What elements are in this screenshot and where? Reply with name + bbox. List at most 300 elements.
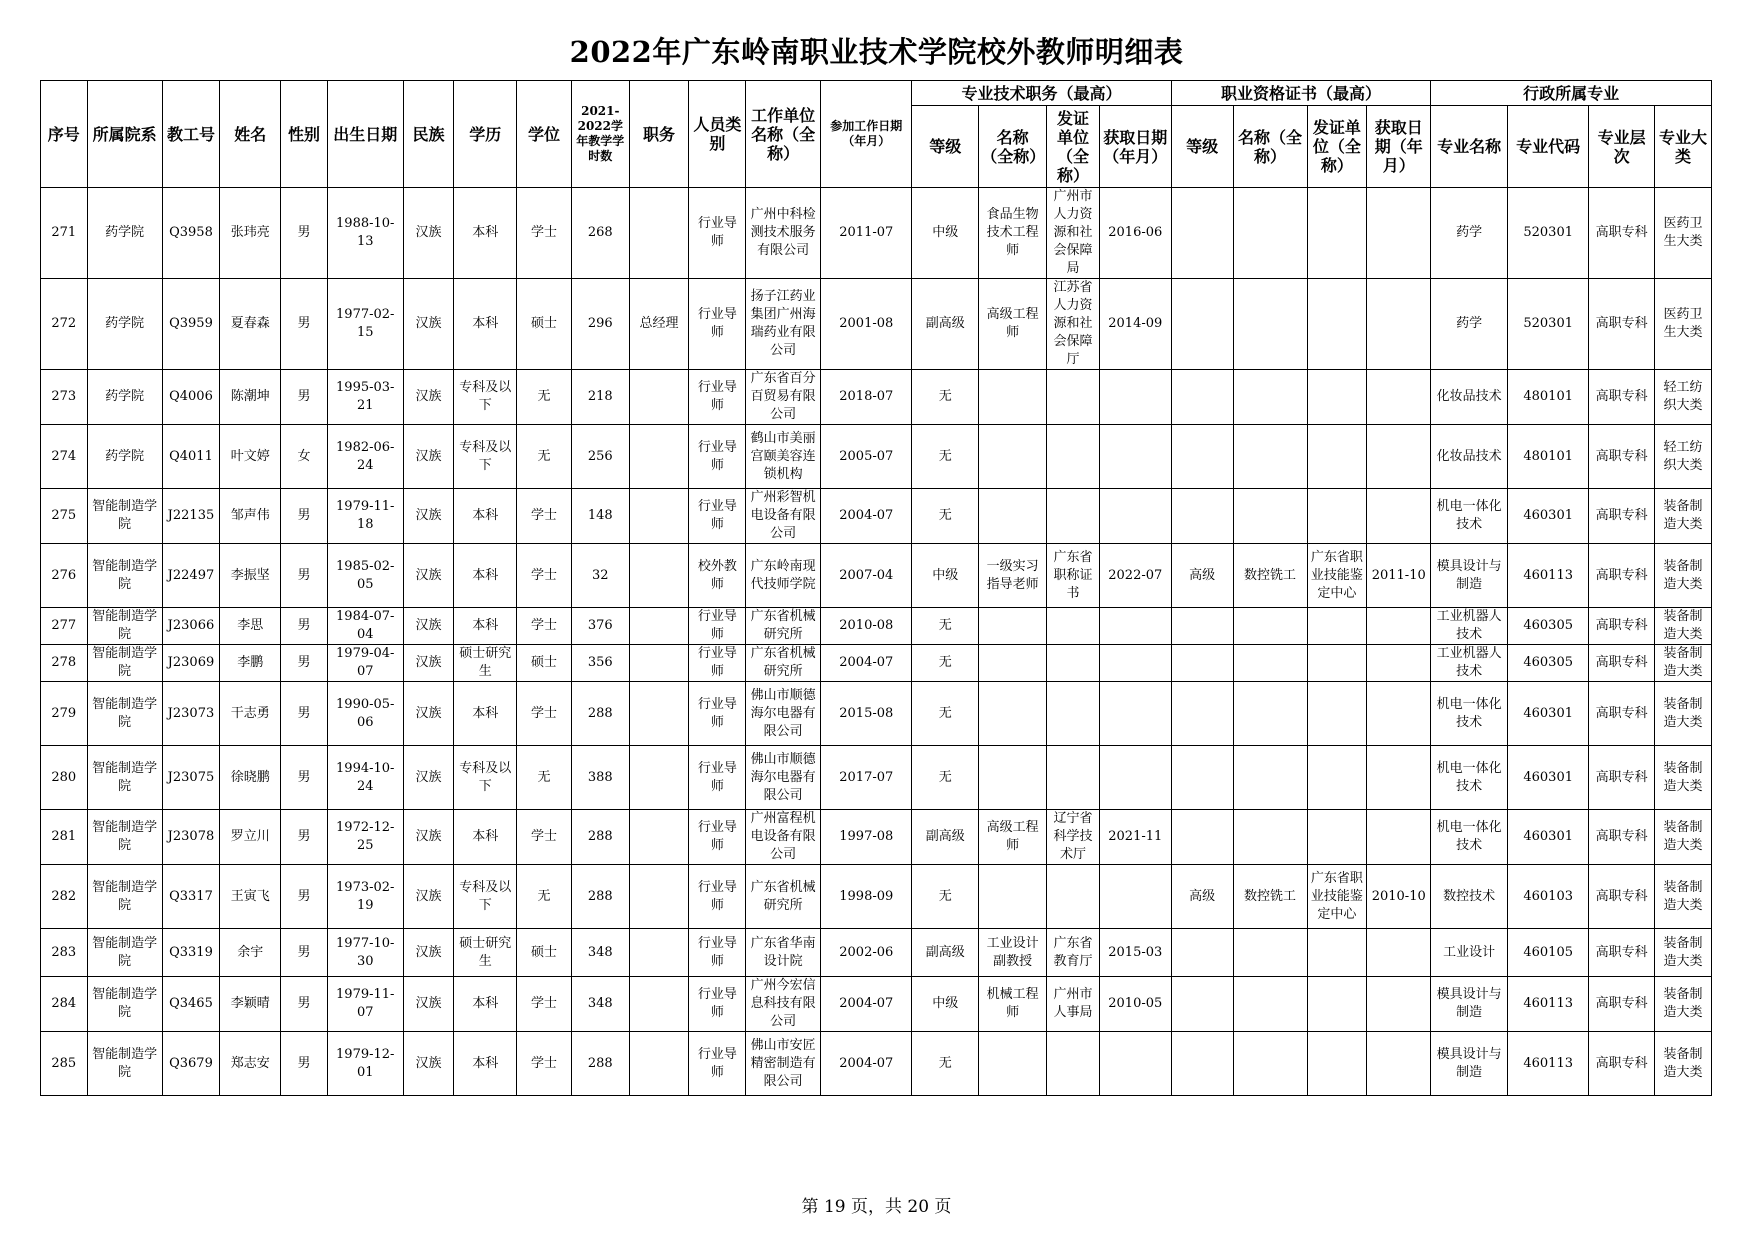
cell-degree: 学士 xyxy=(517,188,572,279)
cell-gender: 男 xyxy=(281,489,328,544)
cell-tech-level: 无 xyxy=(912,682,979,746)
cell-staff-type: 行业导师 xyxy=(689,865,746,929)
cell-ethnic: 汉族 xyxy=(403,370,454,425)
cell-tech-level: 中级 xyxy=(912,544,979,608)
cell-tech-name xyxy=(979,645,1047,682)
cell-cert-name xyxy=(1233,645,1307,682)
table-row xyxy=(41,489,1712,544)
cell-education: 本科 xyxy=(454,810,517,865)
cell-name: 干志勇 xyxy=(220,682,281,746)
cell-cert-level xyxy=(1171,645,1233,682)
header-group-tech-title: 专业技术职务（最高） xyxy=(912,81,1171,106)
cell-major-code: 460301 xyxy=(1508,489,1589,544)
cell-education: 专科及以下 xyxy=(454,425,517,489)
header-cert-date: 获取日期（年月） xyxy=(1367,106,1431,188)
cell-education: 本科 xyxy=(454,188,517,279)
cell-tech-date xyxy=(1099,370,1171,425)
cell-tech-level: 中级 xyxy=(912,188,979,279)
cell-cert-date: 2011-10 xyxy=(1367,544,1431,608)
cell-cert-level xyxy=(1171,489,1233,544)
cell-seq: 273 xyxy=(41,370,88,425)
cell-start-date: 2004-07 xyxy=(821,1032,912,1096)
cell-name: 李颖晴 xyxy=(220,977,281,1032)
header-tech-date: 获取日期（年月） xyxy=(1099,106,1171,188)
cell-birth: 1994-10-24 xyxy=(327,746,403,810)
cell-major-category: 装备制造大类 xyxy=(1655,645,1712,682)
cell-unit: 鹤山市美丽宫颐美容连锁机构 xyxy=(746,425,821,489)
cell-degree: 无 xyxy=(517,865,572,929)
cell-staff-id: Q3465 xyxy=(162,977,220,1032)
cell-hours: 268 xyxy=(571,188,629,279)
cell-birth: 1988-10-13 xyxy=(327,188,403,279)
cell-cert-date: 2010-10 xyxy=(1367,865,1431,929)
cell-unit: 广东岭南现代技师学院 xyxy=(746,544,821,608)
cell-name: 罗立川 xyxy=(220,810,281,865)
cell-dept: 智能制造学院 xyxy=(87,489,162,544)
header-staff-type: 人员类别 xyxy=(689,81,746,188)
cell-major-code: 480101 xyxy=(1508,370,1589,425)
cell-start-date: 2010-08 xyxy=(821,608,912,645)
cell-major-code: 460113 xyxy=(1508,1032,1589,1096)
cell-hours: 388 xyxy=(571,746,629,810)
cell-gender: 男 xyxy=(281,608,328,645)
cell-cert-date xyxy=(1367,1032,1431,1096)
cell-major-code: 460105 xyxy=(1508,929,1589,977)
cell-tech-date xyxy=(1099,865,1171,929)
cell-degree: 硕士 xyxy=(517,929,572,977)
cell-degree: 硕士 xyxy=(517,645,572,682)
cell-tech-name: 一级实习指导老师 xyxy=(979,544,1047,608)
header-start-date: 参加工作日期（年月） xyxy=(821,81,912,188)
header-group-certificate: 职业资格证书（最高） xyxy=(1171,81,1430,106)
cell-ethnic: 汉族 xyxy=(403,929,454,977)
cell-unit: 广州富程机电设备有限公司 xyxy=(746,810,821,865)
header-staff-id: 教工号 xyxy=(162,81,220,188)
cell-staff-type: 行业导师 xyxy=(689,279,746,370)
cell-major-category: 装备制造大类 xyxy=(1655,977,1712,1032)
cell-education: 硕士研究生 xyxy=(454,645,517,682)
cell-education: 专科及以下 xyxy=(454,370,517,425)
cell-seq: 275 xyxy=(41,489,88,544)
cell-hours: 32 xyxy=(571,544,629,608)
cell-gender: 女 xyxy=(281,425,328,489)
cell-major-level: 高职专科 xyxy=(1589,608,1655,645)
cell-cert-level xyxy=(1171,370,1233,425)
cell-staff-type: 行业导师 xyxy=(689,977,746,1032)
cell-unit: 扬子江药业集团广州海瑞药业有限公司 xyxy=(746,279,821,370)
cell-dept: 药学院 xyxy=(87,425,162,489)
cell-start-date: 2002-06 xyxy=(821,929,912,977)
cell-degree: 学士 xyxy=(517,977,572,1032)
cell-education: 本科 xyxy=(454,608,517,645)
cell-tech-name xyxy=(979,489,1047,544)
cell-ethnic: 汉族 xyxy=(403,746,454,810)
cell-major-level: 高职专科 xyxy=(1589,489,1655,544)
cell-staff-type: 行业导师 xyxy=(689,746,746,810)
cell-education: 本科 xyxy=(454,279,517,370)
cell-start-date: 1997-08 xyxy=(821,810,912,865)
cell-dept: 智能制造学院 xyxy=(87,1032,162,1096)
cell-staff-id: J23069 xyxy=(162,645,220,682)
cell-major-code: 460305 xyxy=(1508,608,1589,645)
cell-tech-level: 无 xyxy=(912,370,979,425)
cell-cert-date xyxy=(1367,929,1431,977)
cell-major-level: 高职专科 xyxy=(1589,645,1655,682)
table-row xyxy=(41,1032,1712,1096)
cell-name: 余宇 xyxy=(220,929,281,977)
cell-birth: 1977-10-30 xyxy=(327,929,403,977)
cell-staff-id: Q3679 xyxy=(162,1032,220,1096)
cell-education: 本科 xyxy=(454,1032,517,1096)
cell-tech-level: 无 xyxy=(912,645,979,682)
cell-education: 本科 xyxy=(454,682,517,746)
cell-name: 郑志安 xyxy=(220,1032,281,1096)
cell-tech-name: 食品生物技术工程师 xyxy=(979,188,1047,279)
cell-cert-date xyxy=(1367,746,1431,810)
cell-hours: 288 xyxy=(571,1032,629,1096)
cell-ethnic: 汉族 xyxy=(403,608,454,645)
cell-seq: 283 xyxy=(41,929,88,977)
cell-tech-date xyxy=(1099,425,1171,489)
cell-degree: 无 xyxy=(517,425,572,489)
cell-staff-id: Q4011 xyxy=(162,425,220,489)
cell-cert-issuer xyxy=(1307,425,1367,489)
cell-seq: 281 xyxy=(41,810,88,865)
cell-cert-level xyxy=(1171,810,1233,865)
cell-tech-issuer: 广东省教育厅 xyxy=(1047,929,1100,977)
cell-cert-issuer xyxy=(1307,489,1367,544)
cell-staff-id: J22135 xyxy=(162,489,220,544)
cell-staff-type: 行业导师 xyxy=(689,682,746,746)
table-row xyxy=(41,608,1712,645)
cell-degree: 硕士 xyxy=(517,279,572,370)
cell-cert-issuer: 广东省职业技能鉴定中心 xyxy=(1307,544,1367,608)
cell-education: 本科 xyxy=(454,544,517,608)
cell-tech-date: 2014-09 xyxy=(1099,279,1171,370)
cell-cert-date xyxy=(1367,279,1431,370)
cell-staff-type: 校外教师 xyxy=(689,544,746,608)
cell-major-category: 装备制造大类 xyxy=(1655,682,1712,746)
cell-tech-issuer xyxy=(1047,608,1100,645)
cell-dept: 智能制造学院 xyxy=(87,544,162,608)
cell-start-date: 2007-04 xyxy=(821,544,912,608)
page-footer: 第 19 页，共 20 页 xyxy=(801,1197,952,1217)
cell-tech-issuer xyxy=(1047,682,1100,746)
cell-cert-date xyxy=(1367,645,1431,682)
cell-name: 徐晓鹏 xyxy=(220,746,281,810)
cell-post xyxy=(629,746,689,810)
cell-cert-date xyxy=(1367,682,1431,746)
table-row xyxy=(41,645,1712,682)
cell-unit: 广东省机械研究所 xyxy=(746,865,821,929)
cell-tech-date: 2021-11 xyxy=(1099,810,1171,865)
cell-tech-date xyxy=(1099,645,1171,682)
cell-major-name: 模具设计与制造 xyxy=(1431,544,1508,608)
cell-degree: 学士 xyxy=(517,1032,572,1096)
cell-seq: 276 xyxy=(41,544,88,608)
cell-major-level: 高职专科 xyxy=(1589,370,1655,425)
cell-cert-level xyxy=(1171,608,1233,645)
cell-dept: 药学院 xyxy=(87,188,162,279)
header-gender: 性别 xyxy=(281,81,328,188)
cell-gender: 男 xyxy=(281,929,328,977)
table-row xyxy=(41,865,1712,929)
cell-tech-date: 2015-03 xyxy=(1099,929,1171,977)
cell-major-category: 装备制造大类 xyxy=(1655,608,1712,645)
cell-cert-name xyxy=(1233,188,1307,279)
header-post: 职务 xyxy=(629,81,689,188)
cell-name: 李鹏 xyxy=(220,645,281,682)
cell-dept: 智能制造学院 xyxy=(87,977,162,1032)
cell-start-date: 2015-08 xyxy=(821,682,912,746)
cell-cert-name xyxy=(1233,489,1307,544)
cell-birth: 1977-02-15 xyxy=(327,279,403,370)
cell-education: 专科及以下 xyxy=(454,865,517,929)
cell-staff-type: 行业导师 xyxy=(689,188,746,279)
cell-major-category: 装备制造大类 xyxy=(1655,489,1712,544)
cell-dept: 智能制造学院 xyxy=(87,746,162,810)
cell-staff-id: Q3959 xyxy=(162,279,220,370)
cell-tech-issuer: 广州市人力资源和社会保障局 xyxy=(1047,188,1100,279)
cell-birth: 1984-07-04 xyxy=(327,608,403,645)
cell-cert-level: 高级 xyxy=(1171,544,1233,608)
cell-hours: 256 xyxy=(571,425,629,489)
cell-major-name: 模具设计与制造 xyxy=(1431,977,1508,1032)
cell-tech-name xyxy=(979,746,1047,810)
table-row xyxy=(41,425,1712,489)
cell-tech-level: 无 xyxy=(912,1032,979,1096)
cell-unit: 广州中科检测技术服务有限公司 xyxy=(746,188,821,279)
cell-cert-date xyxy=(1367,608,1431,645)
cell-cert-level xyxy=(1171,425,1233,489)
cell-staff-type: 行业导师 xyxy=(689,810,746,865)
cell-unit: 广州今宏信息科技有限公司 xyxy=(746,977,821,1032)
cell-major-level: 高职专科 xyxy=(1589,544,1655,608)
header-cert-level: 等级 xyxy=(1171,106,1233,188)
cell-ethnic: 汉族 xyxy=(403,977,454,1032)
cell-start-date: 2017-07 xyxy=(821,746,912,810)
table-row xyxy=(41,544,1712,608)
cell-tech-level: 副高级 xyxy=(912,279,979,370)
cell-post xyxy=(629,608,689,645)
cell-post xyxy=(629,645,689,682)
cell-tech-issuer xyxy=(1047,425,1100,489)
header-group-major: 行政所属专业 xyxy=(1431,81,1712,106)
cell-seq: 274 xyxy=(41,425,88,489)
table-row xyxy=(41,746,1712,810)
cell-name: 夏春森 xyxy=(220,279,281,370)
cell-tech-date xyxy=(1099,1032,1171,1096)
header-row-groups xyxy=(41,81,1712,106)
cell-major-code: 460301 xyxy=(1508,810,1589,865)
cell-tech-level: 副高级 xyxy=(912,810,979,865)
cell-tech-date xyxy=(1099,489,1171,544)
cell-cert-name xyxy=(1233,608,1307,645)
cell-degree: 学士 xyxy=(517,682,572,746)
table-row xyxy=(41,929,1712,977)
cell-unit: 广州彩智机电设备有限公司 xyxy=(746,489,821,544)
cell-gender: 男 xyxy=(281,645,328,682)
cell-tech-level: 无 xyxy=(912,425,979,489)
cell-hours: 296 xyxy=(571,279,629,370)
cell-major-category: 医药卫生大类 xyxy=(1655,188,1712,279)
cell-cert-issuer xyxy=(1307,810,1367,865)
cell-start-date: 2018-07 xyxy=(821,370,912,425)
cell-major-category: 装备制造大类 xyxy=(1655,865,1712,929)
cell-post xyxy=(629,544,689,608)
cell-cert-issuer xyxy=(1307,645,1367,682)
cell-cert-name xyxy=(1233,929,1307,977)
cell-post xyxy=(629,425,689,489)
cell-cert-level xyxy=(1171,682,1233,746)
cell-major-name: 机电一体化技术 xyxy=(1431,682,1508,746)
cell-tech-level: 无 xyxy=(912,865,979,929)
cell-tech-name xyxy=(979,608,1047,645)
cell-major-code: 460103 xyxy=(1508,865,1589,929)
cell-cert-date xyxy=(1367,188,1431,279)
cell-birth: 1979-11-07 xyxy=(327,977,403,1032)
cell-ethnic: 汉族 xyxy=(403,425,454,489)
table-row xyxy=(41,188,1712,279)
cell-major-name: 药学 xyxy=(1431,188,1508,279)
cell-major-name: 工业设计 xyxy=(1431,929,1508,977)
cell-education: 硕士研究生 xyxy=(454,929,517,977)
cell-staff-type: 行业导师 xyxy=(689,1032,746,1096)
cell-major-level: 高职专科 xyxy=(1589,746,1655,810)
cell-hours: 348 xyxy=(571,929,629,977)
cell-staff-id: Q3317 xyxy=(162,865,220,929)
cell-major-category: 轻工纺织大类 xyxy=(1655,370,1712,425)
cell-major-level: 高职专科 xyxy=(1589,865,1655,929)
header-major-name: 专业名称 xyxy=(1431,106,1508,188)
table-row xyxy=(41,279,1712,370)
cell-cert-issuer xyxy=(1307,188,1367,279)
cell-gender: 男 xyxy=(281,544,328,608)
header-ethnic: 民族 xyxy=(403,81,454,188)
cell-post xyxy=(629,682,689,746)
cell-cert-issuer xyxy=(1307,608,1367,645)
header-dept: 所属院系 xyxy=(87,81,162,188)
cell-tech-date xyxy=(1099,746,1171,810)
cell-major-code: 520301 xyxy=(1508,279,1589,370)
cell-ethnic: 汉族 xyxy=(403,1032,454,1096)
cell-hours: 376 xyxy=(571,608,629,645)
cell-seq: 284 xyxy=(41,977,88,1032)
cell-ethnic: 汉族 xyxy=(403,645,454,682)
cell-gender: 男 xyxy=(281,810,328,865)
cell-cert-name xyxy=(1233,1032,1307,1096)
cell-cert-issuer xyxy=(1307,370,1367,425)
cell-cert-date xyxy=(1367,489,1431,544)
cell-gender: 男 xyxy=(281,865,328,929)
cell-hours: 348 xyxy=(571,977,629,1032)
cell-cert-level xyxy=(1171,279,1233,370)
cell-major-code: 520301 xyxy=(1508,188,1589,279)
cell-tech-date: 2016-06 xyxy=(1099,188,1171,279)
cell-tech-name xyxy=(979,370,1047,425)
cell-staff-id: J23078 xyxy=(162,810,220,865)
cell-unit: 佛山市顺德海尔电器有限公司 xyxy=(746,746,821,810)
cell-post xyxy=(629,929,689,977)
cell-degree: 无 xyxy=(517,746,572,810)
cell-degree: 无 xyxy=(517,370,572,425)
cell-birth: 1995-03-21 xyxy=(327,370,403,425)
header-tech-name: 名称（全称） xyxy=(979,106,1047,188)
cell-major-category: 装备制造大类 xyxy=(1655,544,1712,608)
cell-staff-id: J23073 xyxy=(162,682,220,746)
cell-cert-date xyxy=(1367,977,1431,1032)
cell-hours: 288 xyxy=(571,810,629,865)
cell-tech-name: 工业设计副教授 xyxy=(979,929,1047,977)
cell-birth: 1982-06-24 xyxy=(327,425,403,489)
cell-major-code: 460305 xyxy=(1508,645,1589,682)
header-cert-name: 名称（全称） xyxy=(1233,106,1307,188)
cell-name: 张玮亮 xyxy=(220,188,281,279)
cell-gender: 男 xyxy=(281,682,328,746)
cell-hours: 288 xyxy=(571,682,629,746)
cell-degree: 学士 xyxy=(517,608,572,645)
cell-ethnic: 汉族 xyxy=(403,279,454,370)
cell-cert-name xyxy=(1233,425,1307,489)
cell-tech-issuer: 辽宁省科学技术厅 xyxy=(1047,810,1100,865)
cell-unit: 广东省机械研究所 xyxy=(746,645,821,682)
cell-dept: 智能制造学院 xyxy=(87,929,162,977)
cell-cert-level xyxy=(1171,1032,1233,1096)
table-row xyxy=(41,370,1712,425)
cell-gender: 男 xyxy=(281,370,328,425)
cell-staff-type: 行业导师 xyxy=(689,425,746,489)
header-major-level: 专业层次 xyxy=(1589,106,1655,188)
cell-ethnic: 汉族 xyxy=(403,865,454,929)
table-row xyxy=(41,682,1712,746)
cell-cert-name: 数控铣工 xyxy=(1233,544,1307,608)
cell-hours: 218 xyxy=(571,370,629,425)
cell-cert-level xyxy=(1171,746,1233,810)
cell-birth: 1990-05-06 xyxy=(327,682,403,746)
cell-major-name: 模具设计与制造 xyxy=(1431,1032,1508,1096)
cell-start-date: 2004-07 xyxy=(821,977,912,1032)
cell-tech-issuer xyxy=(1047,370,1100,425)
header-unit: 工作单位名称（全称） xyxy=(746,81,821,188)
cell-major-level: 高职专科 xyxy=(1589,279,1655,370)
cell-major-name: 化妆品技术 xyxy=(1431,425,1508,489)
cell-tech-level: 中级 xyxy=(912,977,979,1032)
header-birth: 出生日期 xyxy=(327,81,403,188)
cell-birth: 1972-12-25 xyxy=(327,810,403,865)
cell-cert-date xyxy=(1367,810,1431,865)
cell-dept: 药学院 xyxy=(87,279,162,370)
cell-major-category: 装备制造大类 xyxy=(1655,746,1712,810)
cell-staff-type: 行业导师 xyxy=(689,929,746,977)
cell-major-name: 机电一体化技术 xyxy=(1431,746,1508,810)
cell-cert-date xyxy=(1367,370,1431,425)
cell-degree: 学士 xyxy=(517,489,572,544)
cell-major-level: 高职专科 xyxy=(1589,425,1655,489)
cell-birth: 1979-04-07 xyxy=(327,645,403,682)
cell-tech-issuer xyxy=(1047,865,1100,929)
cell-staff-type: 行业导师 xyxy=(689,489,746,544)
cell-start-date: 2001-08 xyxy=(821,279,912,370)
cell-cert-level: 高级 xyxy=(1171,865,1233,929)
header-cert-issuer: 发证单位（全称） xyxy=(1307,106,1367,188)
cell-start-date: 2005-07 xyxy=(821,425,912,489)
cell-major-name: 数控技术 xyxy=(1431,865,1508,929)
cell-tech-issuer xyxy=(1047,1032,1100,1096)
cell-cert-name xyxy=(1233,977,1307,1032)
cell-birth: 1979-11-18 xyxy=(327,489,403,544)
cell-degree: 学士 xyxy=(517,544,572,608)
header-hours: 2021-2022学年教学学时数 xyxy=(571,81,629,188)
